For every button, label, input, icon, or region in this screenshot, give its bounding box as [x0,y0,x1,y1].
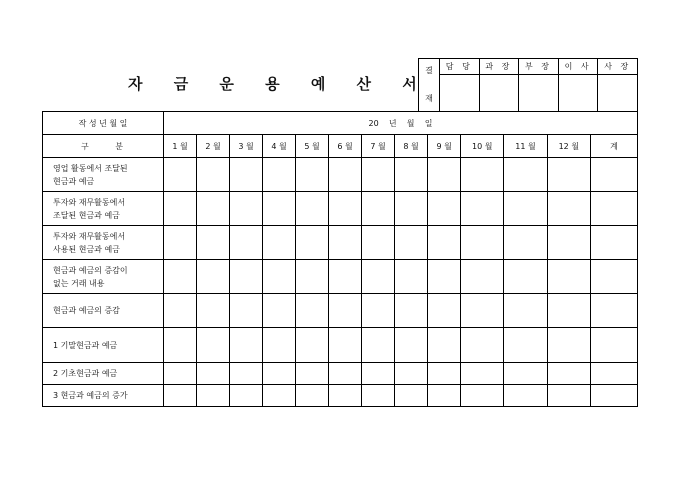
total-cell[interactable] [591,260,638,294]
approval-label-bottom: 재 [425,94,433,103]
header-month: 3 월 [230,135,263,158]
amount-cell[interactable] [395,385,428,407]
total-cell[interactable] [591,226,638,260]
amount-cell[interactable] [296,363,329,385]
row-label [43,226,164,260]
amount-cell[interactable] [428,192,461,226]
amount-cell[interactable] [230,294,263,328]
amount-cell[interactable] [395,226,428,260]
row-label [43,260,164,294]
date-label: 작 성 년 월 일 [43,112,164,135]
header-month: 6 월 [329,135,362,158]
amount-cell[interactable] [197,226,230,260]
body-rows [43,158,638,407]
amount-cell[interactable] [164,294,197,328]
amount-cell[interactable] [197,328,230,363]
approval-label-top: 결 [425,66,433,75]
row-label [43,158,164,192]
amount-cell[interactable] [428,226,461,260]
amount-cell[interactable] [362,385,395,407]
row-label-line: 영업 활동에서 조달된 [53,163,128,173]
amount-cell[interactable] [230,260,263,294]
amount-cell[interactable] [461,226,504,260]
amount-cell[interactable] [504,328,547,363]
header-month: 11 월 [504,135,547,158]
amount-cell[interactable] [230,363,263,385]
approval-box [418,58,638,112]
date-row [43,112,638,135]
amount-cell[interactable] [395,158,428,192]
amount-cell[interactable] [461,260,504,294]
header-month: 12 월 [547,135,590,158]
amount-cell[interactable] [547,192,590,226]
amount-cell[interactable] [428,328,461,363]
table-row [43,192,638,226]
amount-cell[interactable] [428,385,461,407]
amount-cell[interactable] [362,192,395,226]
amount-cell[interactable] [395,294,428,328]
amount-cell[interactable] [362,294,395,328]
amount-cell[interactable] [164,226,197,260]
row-label [43,294,164,328]
amount-cell[interactable] [428,158,461,192]
amount-cell[interactable] [164,328,197,363]
amount-cell[interactable] [329,385,362,407]
header-month: 9 월 [428,135,461,158]
header-month: 10 월 [461,135,504,158]
total-cell[interactable] [591,294,638,328]
row-label-line: 현금과 예금의 증감 [53,306,120,315]
approval-role-3: 부 장 [519,59,559,75]
row-label-line: 조달된 현금과 예금 [53,210,120,220]
amount-cell[interactable] [164,385,197,407]
amount-cell[interactable] [461,158,504,192]
total-cell[interactable] [591,328,638,363]
header-month: 8 월 [395,135,428,158]
approval-role-2: 과 장 [479,59,519,75]
header-row [43,135,638,158]
table-row [43,158,638,192]
amount-cell[interactable] [461,192,504,226]
header-month: 4 월 [263,135,296,158]
header-month: 7 월 [362,135,395,158]
header-month: 5 월 [296,135,329,158]
amount-cell[interactable] [547,363,590,385]
amount-cell[interactable] [504,294,547,328]
amount-cell[interactable] [197,192,230,226]
amount-cell[interactable] [504,226,547,260]
amount-cell[interactable] [547,226,590,260]
summary-label: 3 현금과 예금의 증가 [43,385,164,407]
table-row [43,226,638,260]
amount-cell[interactable] [329,328,362,363]
amount-cell[interactable] [296,226,329,260]
header-category: 구 분 [43,135,164,158]
row-label-line: 없는 거래 내용 [53,278,105,288]
signature-cell-5[interactable] [598,75,638,112]
signature-cell-3[interactable] [519,75,559,112]
approval-role-4: 이 사 [558,59,598,75]
amount-cell[interactable] [230,226,263,260]
row-label-line: 투자와 재무활동에서 [53,231,126,241]
amount-cell[interactable] [329,294,362,328]
amount-cell[interactable] [329,260,362,294]
approval-label [419,59,440,112]
amount-cell[interactable] [395,328,428,363]
amount-cell[interactable] [504,385,547,407]
date-value[interactable]: 20 년 월 일 [164,112,638,135]
amount-cell[interactable] [230,385,263,407]
approval-role-5: 사 장 [598,59,638,75]
amount-cell[interactable] [504,158,547,192]
total-cell[interactable] [591,158,638,192]
amount-cell[interactable] [197,158,230,192]
amount-cell[interactable] [428,260,461,294]
amount-cell[interactable] [547,158,590,192]
summary-row [43,328,638,363]
amount-cell[interactable] [230,158,263,192]
amount-cell[interactable] [197,260,230,294]
table-row [43,294,638,328]
amount-cell[interactable] [164,158,197,192]
amount-cell[interactable] [164,192,197,226]
header-total: 계 [591,135,638,158]
amount-cell[interactable] [263,192,296,226]
amount-cell[interactable] [362,260,395,294]
summary-label: 1 기말현금과 예금 [43,328,164,363]
amount-cell[interactable] [362,363,395,385]
header-month: 1 월 [164,135,197,158]
amount-cell[interactable] [197,385,230,407]
row-label-line: 사용된 현금과 예금 [53,244,120,254]
amount-cell[interactable] [230,328,263,363]
row-label-line: 현금과 예금 [53,176,95,186]
signature-cell-2[interactable] [479,75,519,112]
amount-cell[interactable] [263,294,296,328]
budget-table [42,111,638,407]
amount-cell[interactable] [296,328,329,363]
amount-cell[interactable] [296,385,329,407]
amount-cell[interactable] [263,158,296,192]
amount-cell[interactable] [230,192,263,226]
summary-row [43,385,638,407]
amount-cell[interactable] [296,192,329,226]
amount-cell[interactable] [263,385,296,407]
amount-cell[interactable] [428,363,461,385]
amount-cell[interactable] [362,158,395,192]
amount-cell[interactable] [547,385,590,407]
amount-cell[interactable] [395,192,428,226]
amount-cell[interactable] [263,363,296,385]
amount-cell[interactable] [296,158,329,192]
document-title: 자 금 운 용 예 산 서 [128,75,430,93]
amount-cell[interactable] [461,363,504,385]
amount-cell[interactable] [164,363,197,385]
amount-cell[interactable] [263,328,296,363]
amount-cell[interactable] [296,294,329,328]
total-cell[interactable] [591,192,638,226]
summary-label: 2 기초현금과 예금 [43,363,164,385]
amount-cell[interactable] [263,226,296,260]
row-label [43,192,164,226]
signature-cell-4[interactable] [558,75,598,112]
row-label-line: 현금과 예금의 증감이 [53,265,128,275]
amount-cell[interactable] [395,363,428,385]
amount-cell[interactable] [329,226,362,260]
amount-cell[interactable] [197,294,230,328]
amount-cell[interactable] [547,260,590,294]
header-month: 2 월 [197,135,230,158]
amount-cell[interactable] [461,328,504,363]
amount-cell[interactable] [164,260,197,294]
total-cell[interactable] [591,385,638,407]
total-cell[interactable] [591,363,638,385]
amount-cell[interactable] [504,192,547,226]
amount-cell[interactable] [504,363,547,385]
row-label-line: 투자와 재무활동에서 [53,197,126,207]
amount-cell[interactable] [296,260,329,294]
amount-cell[interactable] [329,158,362,192]
summary-row [43,363,638,385]
amount-cell[interactable] [329,192,362,226]
amount-cell[interactable] [395,260,428,294]
amount-cell[interactable] [547,328,590,363]
amount-cell[interactable] [197,363,230,385]
amount-cell[interactable] [461,294,504,328]
amount-cell[interactable] [329,363,362,385]
signature-cell-1[interactable] [440,75,480,112]
amount-cell[interactable] [547,294,590,328]
amount-cell[interactable] [263,260,296,294]
table-row [43,260,638,294]
amount-cell[interactable] [362,328,395,363]
approval-role-1: 담 당 [440,59,480,75]
amount-cell[interactable] [362,226,395,260]
amount-cell[interactable] [428,294,461,328]
amount-cell[interactable] [461,385,504,407]
amount-cell[interactable] [504,260,547,294]
